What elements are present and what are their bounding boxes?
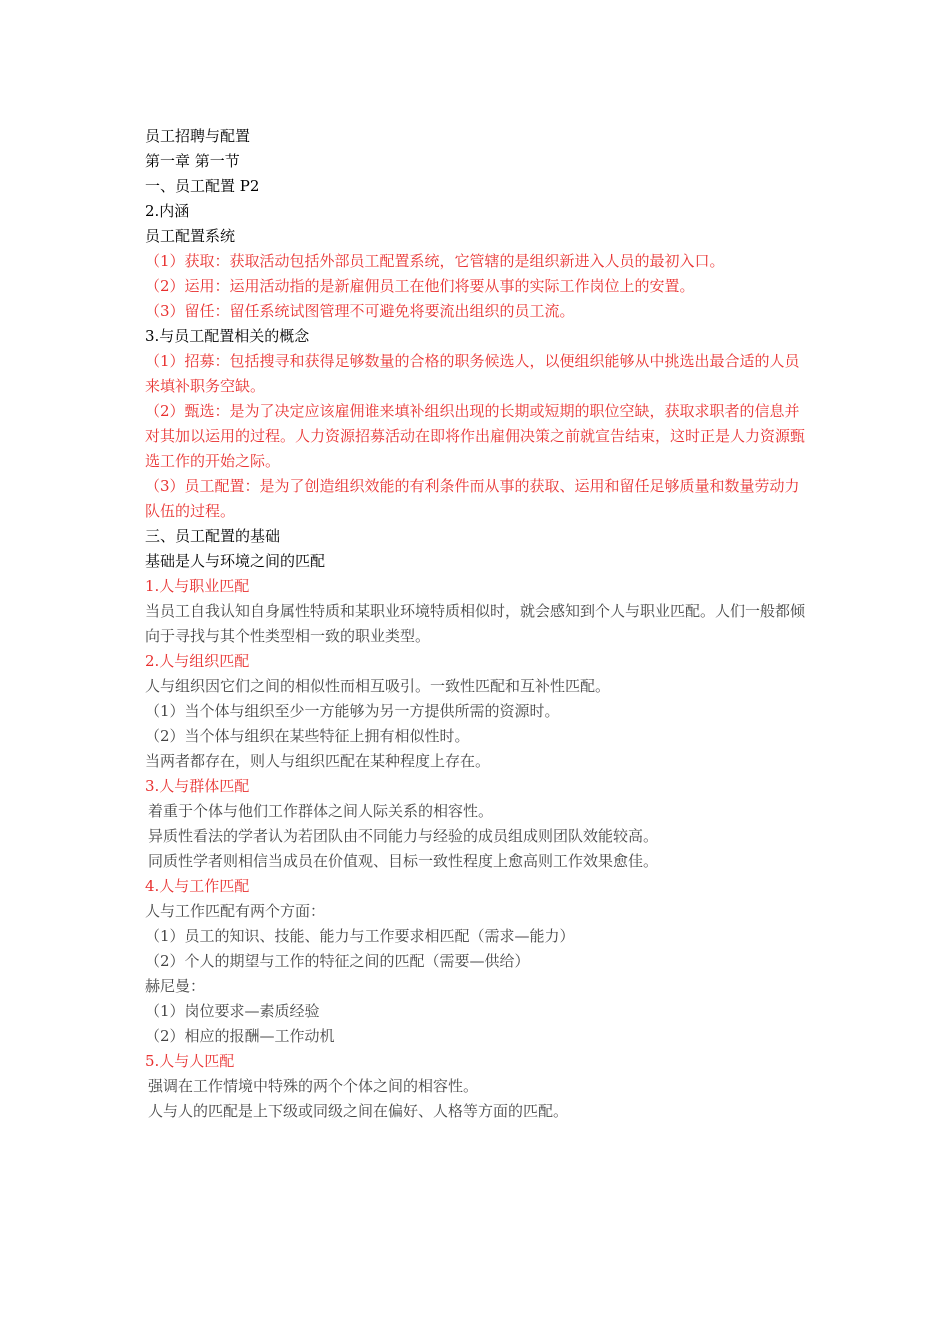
subsection-heading: 1.人与职业匹配: [145, 577, 250, 595]
highlight-item: （1）获取：获取活动包括外部员工配置系统，它管辖的是组织新进入人员的最初入口。: [145, 252, 725, 270]
document-title: 员工招聘与配置: [145, 127, 251, 145]
paragraph: 异质性看法的学者认为若团队由不同能力与经验的成员组成则团队效能较高。: [148, 827, 659, 845]
subsection-heading: 3.与员工配置相关的概念: [145, 327, 310, 345]
section-heading: 一、员工配置 P2: [145, 177, 260, 195]
subsection-heading: 4.人与工作匹配: [145, 877, 250, 895]
paragraph: 当两者都存在，则人与组织匹配在某种程度上存在。: [145, 752, 491, 770]
subsection-heading: 5.人与人匹配: [145, 1052, 235, 1070]
subsection-heading: 3.人与群体匹配: [145, 777, 250, 795]
list-item: （1）员工的知识、技能、能力与工作要求相匹配（需求—能力）: [145, 927, 575, 945]
highlight-item: （3）留任：留任系统试图管理不可避免将要流出组织的员工流。: [145, 302, 575, 320]
section-heading: 三、员工配置的基础: [145, 527, 281, 545]
text-line: 员工配置系统: [145, 227, 236, 245]
paragraph: 人与工作匹配有两个方面：: [145, 902, 326, 920]
paragraph: 当员工自我认知自身属性特质和某职业环境特质相似时，就会感知到个人与职业匹配。人们一般都倾向于寻找与其个性类型相一致的职业类型。: [145, 602, 806, 645]
highlight-item: （2）甄选：是为了决定应该雇佣谁来填补组织出现的长期或短期的职位空缺，获取求职者的信息并对其加以运用的过程。人力资源招募活动在即将作出雇佣决策之前就宣告结束，这时正是人力资源甄选工作的开始之际。: [145, 402, 806, 470]
paragraph: 着重于个体与他们工作群体之间人际关系的相容性。: [148, 802, 494, 820]
paragraph: 同质性学者则相信当成员在价值观、目标一致性程度上愈高则工作效果愈佳。: [148, 852, 659, 870]
highlight-item: （3）员工配置：是为了创造组织效能的有利条件而从事的获取、运用和留任足够质量和数量劳动力队伍的过程。: [145, 477, 800, 520]
document-page: [145, 124, 810, 1124]
list-item: （1）岗位要求—素质经验: [145, 1002, 320, 1020]
text-line: 基础是人与环境之间的匹配: [145, 552, 326, 570]
subsection-heading: 2.内涵: [145, 202, 190, 220]
list-item: （1）当个体与组织至少一方能够为另一方提供所需的资源时。: [145, 702, 560, 720]
list-item: （2）相应的报酬—工作动机: [145, 1027, 335, 1045]
paragraph: 人与人的匹配是上下级或同级之间在偏好、人格等方面的匹配。: [148, 1102, 569, 1120]
list-item: （2）当个体与组织在某些特征上拥有相似性时。: [145, 727, 470, 745]
highlight-item: （1）招募：包括搜寻和获得足够数量的合格的职务候选人，以便组织能够从中挑选出最合适的人员来填补职务空缺。: [145, 352, 800, 395]
highlight-item: （2）运用：运用活动指的是新雇佣员工在他们将要从事的实际工作岗位上的安置。: [145, 277, 695, 295]
paragraph: 强调在工作情境中特殊的两个个体之间的相容性。: [148, 1077, 479, 1095]
paragraph: 赫尼曼：: [145, 977, 206, 995]
paragraph: 人与组织因它们之间的相似性而相互吸引。一致性匹配和互补性匹配。: [145, 677, 611, 695]
subsection-heading: 2.人与组织匹配: [145, 652, 250, 670]
chapter-heading: 第一章 第一节: [145, 152, 240, 170]
list-item: （2）个人的期望与工作的特征之间的匹配（需要—供给）: [145, 952, 530, 970]
